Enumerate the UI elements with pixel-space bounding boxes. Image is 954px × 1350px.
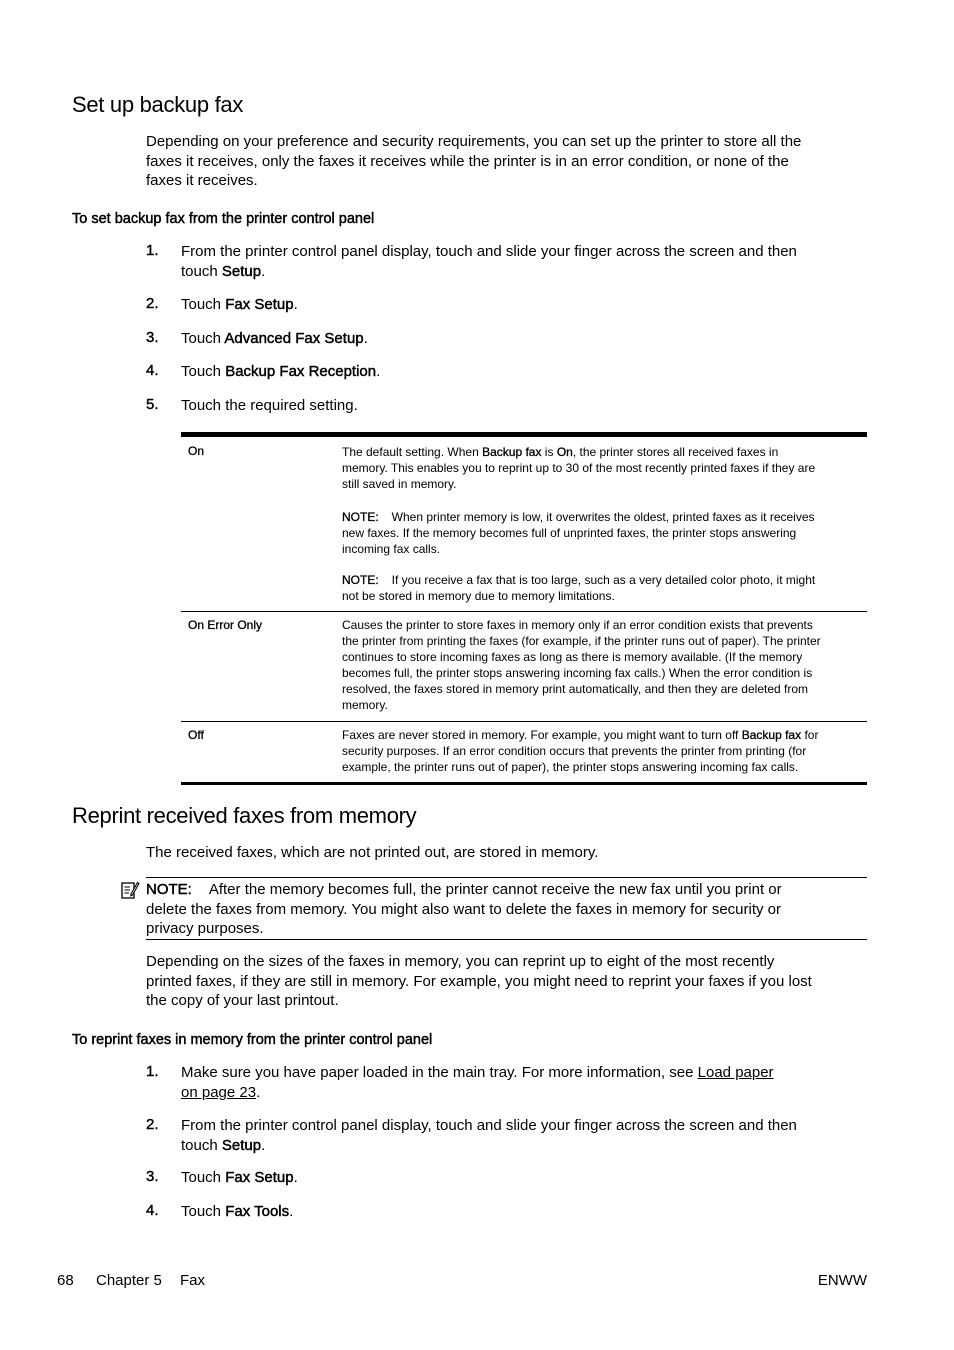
desc-text: The default setting. When bbox=[342, 445, 483, 459]
table-row-description bbox=[342, 727, 862, 775]
desc-line: memory. bbox=[342, 698, 388, 712]
table-row-divider bbox=[181, 721, 867, 722]
desc-line: continues to store incoming faxes as long as there is memory available. (If the memory bbox=[342, 650, 803, 664]
step-prefix: Touch bbox=[181, 1169, 226, 1186]
desc-line: resolved, the faxes stored in memory print automatically, and then they are deleted from bbox=[342, 682, 809, 696]
desc-line: Causes the printer to store faxes in memory only if an error condition exists that prevents bbox=[342, 618, 813, 632]
ui-term: Backup fax bbox=[482, 445, 542, 459]
note-label: NOTE: bbox=[342, 573, 379, 587]
step-number: 2. bbox=[146, 295, 159, 312]
step-line bbox=[181, 1136, 797, 1156]
ui-term: Advanced Fax Setup bbox=[224, 330, 364, 347]
table-top-rule bbox=[181, 432, 867, 437]
table-row-label: Off bbox=[188, 728, 204, 742]
desc-line bbox=[342, 444, 862, 460]
ui-term: Fax Tools bbox=[225, 1203, 290, 1220]
ui-term: On bbox=[556, 445, 573, 459]
desc-line: example, the printer runs out of paper), the printer stops answering incoming fax calls. bbox=[342, 760, 799, 774]
step-number: 5. bbox=[146, 396, 159, 413]
desc-text: , the printer stores all received faxes in bbox=[572, 445, 779, 459]
para-line: the copy of your last printout. bbox=[146, 992, 339, 1009]
desc-text: is bbox=[541, 445, 557, 459]
step-text bbox=[181, 362, 380, 382]
step-line bbox=[181, 1083, 774, 1103]
step-text bbox=[181, 295, 298, 315]
step-suffix: . bbox=[289, 1203, 294, 1220]
step-prefix: touch bbox=[181, 262, 222, 280]
note-text: When printer memory is low, it overwrites the oldest, printed faxes as it receives bbox=[391, 510, 815, 524]
intro-line: faxes it receives. bbox=[146, 172, 258, 189]
intro-line: faxes it receives, only the faxes it receives while the printer is in an error condition, or none of the bbox=[146, 152, 789, 170]
load-paper-link[interactable]: Load paper bbox=[697, 1064, 774, 1081]
desc-text: for bbox=[801, 728, 819, 742]
page-number: 68 bbox=[57, 1272, 74, 1289]
note-line bbox=[342, 572, 862, 588]
step-number: 2. bbox=[146, 1116, 159, 1133]
step-line: From the printer control panel display, touch and slide your finger across the screen and then bbox=[181, 243, 797, 260]
body-paragraph bbox=[146, 952, 812, 1011]
note-line: delete the faxes from memory. You might also want to delete the faxes in memory for security or bbox=[146, 900, 782, 918]
section-title-backup-fax: Set up backup fax bbox=[72, 92, 244, 117]
step-suffix: . bbox=[261, 1136, 266, 1154]
table-bottom-rule bbox=[181, 782, 867, 785]
desc-line: the printer from printing the faxes (for example, if the printer runs out of paper). The printer bbox=[342, 634, 821, 648]
step-line: From the printer control panel display, touch and slide your finger across the screen and then bbox=[181, 1117, 797, 1134]
step-number: 3. bbox=[146, 329, 159, 346]
desc-line: becomes full, the printer stops answering incoming fax calls.) When the error condition is bbox=[342, 666, 813, 680]
step-prefix: Touch bbox=[181, 330, 225, 347]
step-suffix: . bbox=[256, 1083, 261, 1101]
note-label: NOTE: bbox=[342, 510, 379, 524]
table-row-label: On Error Only bbox=[188, 618, 263, 632]
desc-line: still saved in memory. bbox=[342, 477, 457, 491]
step-prefix: Touch bbox=[181, 296, 226, 313]
note-icon bbox=[120, 880, 140, 900]
intro-paragraph: The received faxes, which are not printed out, are stored in memory. bbox=[146, 844, 599, 861]
step-suffix: . bbox=[293, 1169, 298, 1186]
step-text bbox=[181, 242, 797, 281]
desc-line: memory. This enables you to reprint up to 30 of the most recently printed faxes if they are bbox=[342, 461, 816, 475]
footer-right: ENWW bbox=[817, 1272, 867, 1289]
note-line: not be stored in memory due to memory limitations. bbox=[342, 589, 615, 603]
note-line bbox=[342, 509, 862, 525]
footer-chapter: Chapter 5 bbox=[96, 1272, 162, 1289]
note-block bbox=[146, 880, 866, 939]
step-prefix: Touch bbox=[181, 363, 226, 380]
note-line: new faxes. If the memory becomes full of unprinted faxes, the printer stops answering bbox=[342, 526, 797, 540]
step-suffix: . bbox=[261, 262, 266, 280]
ui-term: Fax Setup bbox=[225, 1169, 294, 1186]
step-suffix: . bbox=[363, 330, 368, 347]
note-text: After the memory becomes full, the printer cannot receive the new fax until you print or bbox=[208, 881, 782, 898]
step-text bbox=[181, 1063, 774, 1102]
procedure-title: To set backup fax from the printer control panel bbox=[72, 211, 375, 227]
para-line: Depending on the sizes of the faxes in memory, you can reprint up to eight of the most recently bbox=[146, 953, 775, 970]
ui-term: Setup bbox=[221, 1136, 262, 1154]
footer-chapter-name: Fax bbox=[180, 1272, 206, 1289]
desc-text: Faxes are never stored in memory. For example, you might want to turn off bbox=[342, 728, 742, 742]
step-number: 1. bbox=[146, 242, 159, 259]
step-suffix: . bbox=[293, 296, 298, 313]
step-number: 3. bbox=[146, 1168, 159, 1185]
table-row-label: On bbox=[188, 444, 205, 458]
note-line: incoming fax calls. bbox=[342, 542, 441, 556]
step-text: Touch the required setting. bbox=[181, 397, 358, 414]
table-row-description bbox=[342, 444, 862, 492]
step-number: 4. bbox=[146, 362, 159, 379]
step-text bbox=[181, 329, 368, 349]
table-row-divider bbox=[181, 611, 867, 612]
procedure-title: To reprint faxes in memory from the printer control panel bbox=[72, 1032, 433, 1048]
step-suffix: . bbox=[376, 363, 381, 380]
ui-term: Backup fax bbox=[741, 728, 802, 742]
ui-term: Fax Setup bbox=[225, 296, 294, 313]
step-number: 4. bbox=[146, 1202, 159, 1219]
page-23-link[interactable]: on page 23 bbox=[181, 1083, 257, 1101]
step-prefix: touch bbox=[181, 1136, 222, 1154]
note-label: NOTE: bbox=[146, 881, 192, 898]
table-note bbox=[342, 509, 862, 557]
intro-line: Depending on your preference and security requirements, you can set up the printer to store all the bbox=[146, 133, 802, 150]
desc-line: security purposes. If an error condition occurs that prevents the printer from printing (for bbox=[342, 744, 807, 758]
table-note bbox=[342, 572, 862, 604]
step-prefix: Touch bbox=[181, 1203, 226, 1220]
ui-term: Backup Fax Reception bbox=[225, 363, 377, 380]
desc-line bbox=[342, 727, 862, 743]
step-number: 1. bbox=[146, 1063, 159, 1080]
note-line bbox=[146, 880, 866, 900]
step-text bbox=[181, 1116, 797, 1155]
intro-paragraph bbox=[146, 132, 801, 191]
note-top-rule bbox=[146, 877, 867, 878]
step-text bbox=[181, 1202, 293, 1222]
note-line: privacy purposes. bbox=[146, 920, 264, 937]
step-text bbox=[181, 1168, 298, 1188]
para-line: printed faxes, if they are still in memory. For example, you might need to reprint your faxes if you lost bbox=[146, 972, 812, 990]
ui-term: Setup bbox=[221, 262, 262, 280]
note-text: If you receive a fax that is too large, such as a very detailed color photo, it might bbox=[391, 573, 816, 587]
note-bottom-rule bbox=[146, 939, 867, 940]
table-row-description bbox=[342, 617, 862, 713]
section-title-reprint: Reprint received faxes from memory bbox=[72, 803, 417, 828]
step-line bbox=[181, 1063, 774, 1083]
step-prefix: Make sure you have paper loaded in the main tray. For more information, see bbox=[181, 1064, 698, 1081]
step-line bbox=[181, 262, 797, 282]
